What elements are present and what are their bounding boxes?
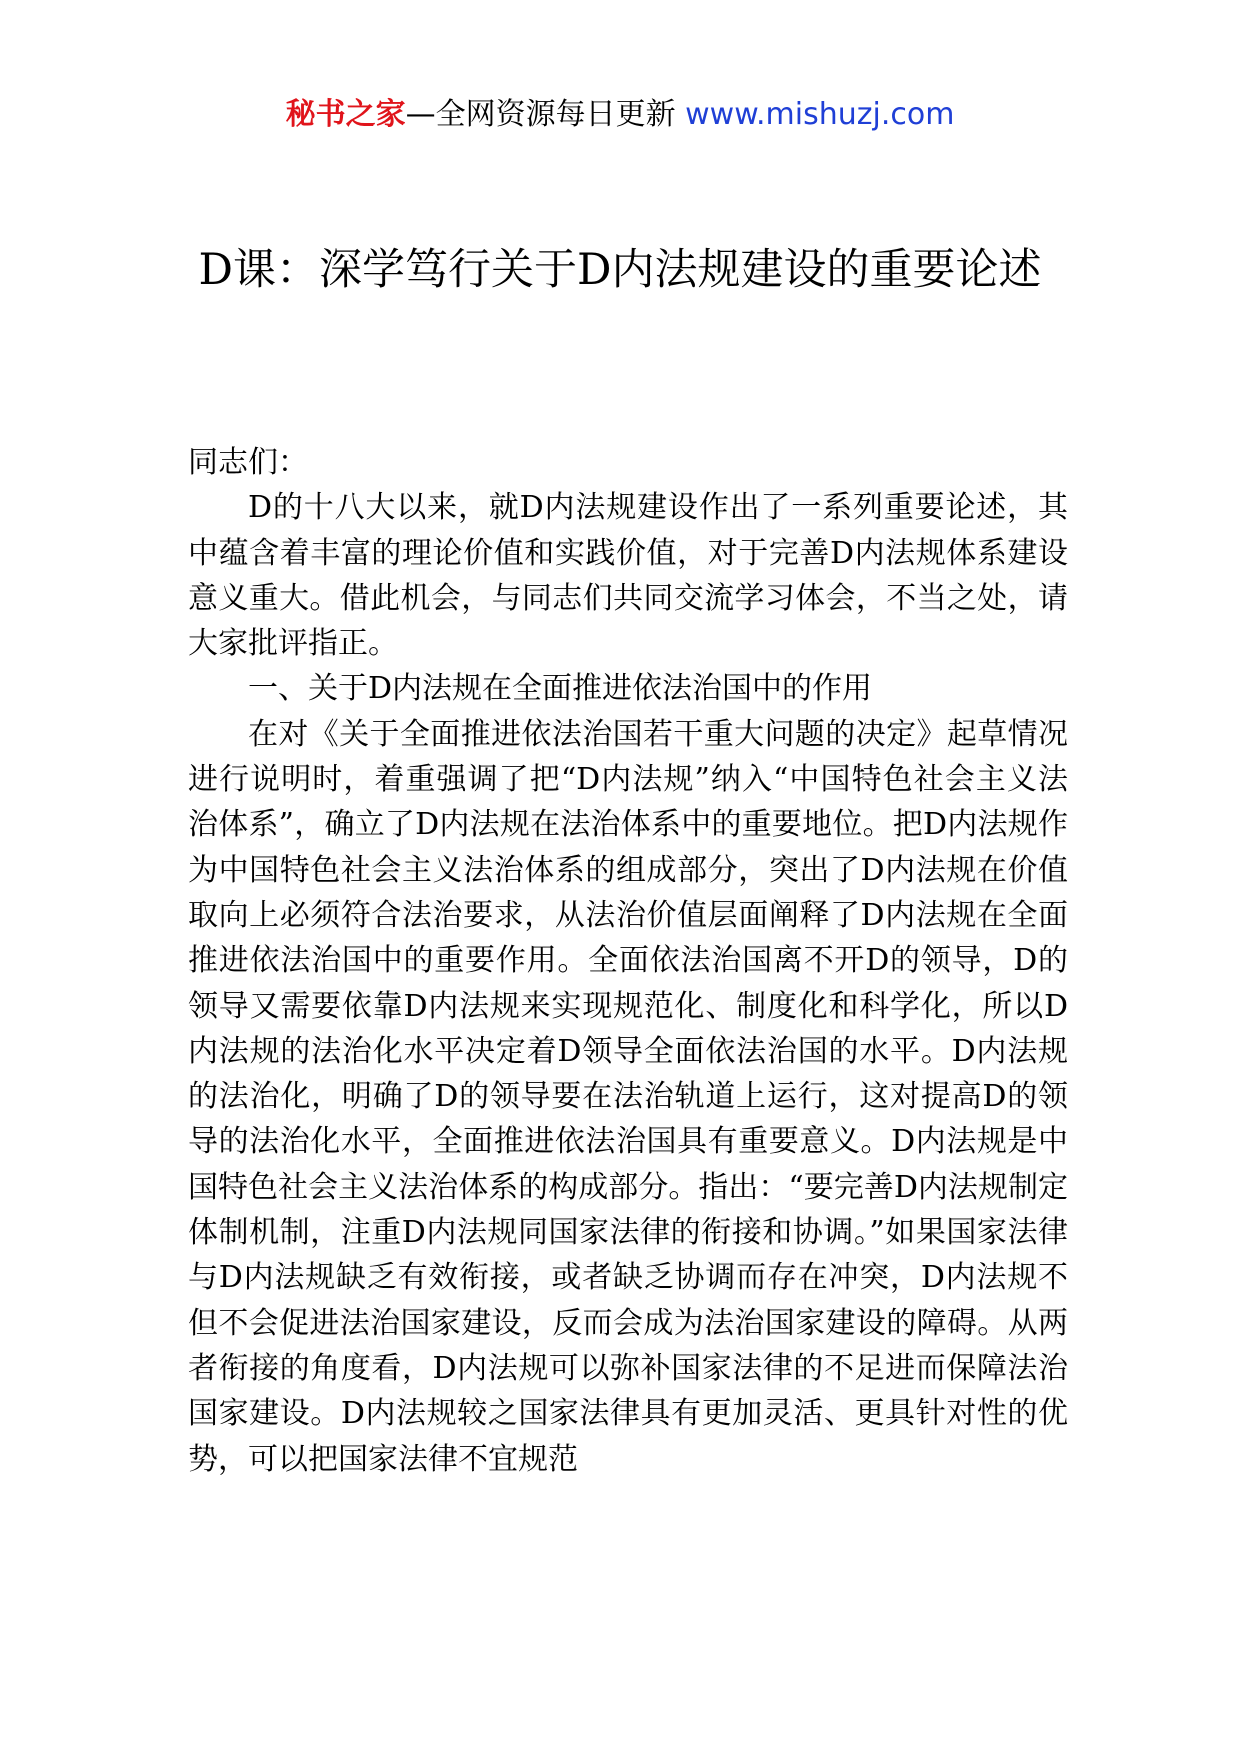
- section-heading: 一、关于D内法规在全面推进依法治国中的作用: [248, 671, 873, 707]
- paragraph-body: 在对《关于全面推进依法治国若干重大问题的决定》起草情况进行说明时，着重强调了把“D内法规”纳入“中国特色社会主义法治体系”，确立了D内法规在法治体系中的重要地位。把D内法规作为中国特色社会主义法治体系的组成部分，突出了D内法规在价值取向上必须符合法治要求，从法治价值层面阐释了D内法规在全面推进依法治国中的重要作用。全面依法治国离不开D的领导，D的领导又需要依靠D内法规来实现规范化、制度化和科学化，所以D内法规的法治化水平决定着D领导全面依法治国的水平。D内法规的法治化，明确了D的领导要在法治轨道上运行，这对提高D的领导的法治化水平，全面推进依法治国具有重要意义。D内法规是中国特色社会主义法治体系的构成部分。指出：“要完善D内法规制定体制机制，注重D内法规同国家法律的衔接和协调。”如果国家法律与D内法规缺乏有效衔接，或者缺乏协调而存在冲突，D内法规不但不会促进法治国家建设，反而会成为法治国家建设的障碍。从两者衔接的角度看，D内法规可以弥补国家法律的不足进而保障法治国家建设。D内法规较之国家法律具有更加灵活、更具针对性的优势，可以把国家法律不宜规范: [188, 716, 1068, 1477]
- page-header: [0, 95, 1240, 135]
- website-link[interactable]: www.mishuzj.com: [685, 97, 955, 132]
- brand-name: 秘书之家: [285, 97, 406, 132]
- greeting: 同志们：: [188, 445, 308, 480]
- paragraph-intro: D的十八大以来，就D内法规建设作出了一系列重要论述，其中蕴含着丰富的理论价值和实践价值，对于完善D内法规体系建设意义重大。借此机会，与同志们共同交流学习体会，不当之处，请大家批评指正。: [188, 490, 1068, 662]
- document-body: [188, 440, 1068, 1482]
- document-title: D课：深学笃行关于D内法规建设的重要论述: [198, 245, 1042, 295]
- header-tagline: —全网资源每日更新: [405, 97, 686, 132]
